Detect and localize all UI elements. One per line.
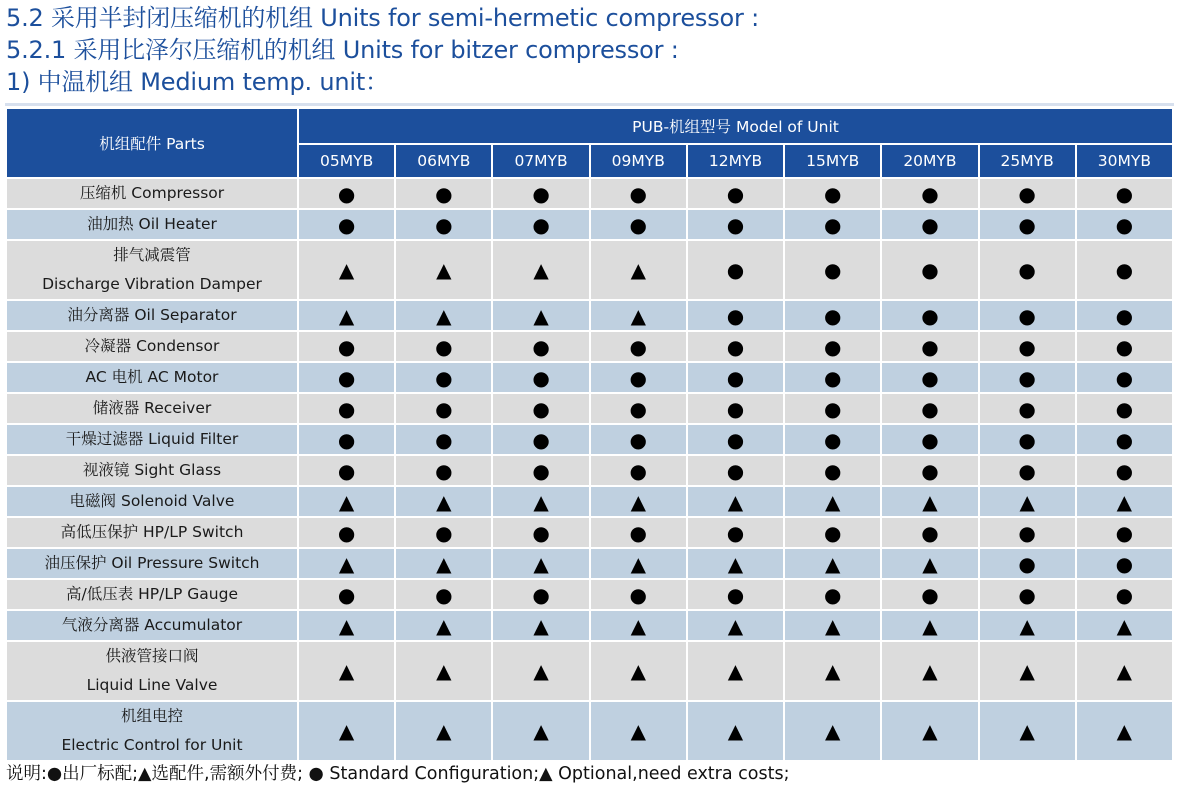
part-label	[6, 486, 298, 517]
standard-mark: ●	[298, 455, 395, 486]
model-header-15myb: 15MYB	[784, 144, 881, 178]
model-header-25myb: 25MYB	[979, 144, 1076, 178]
optional-mark: ▲	[492, 300, 589, 331]
optional-mark: ▲	[881, 641, 978, 701]
standard-mark: ●	[881, 362, 978, 393]
standard-mark: ●	[395, 455, 492, 486]
standard-mark: ●	[395, 579, 492, 610]
standard-mark: ●	[881, 331, 978, 362]
optional-mark: ▲	[979, 641, 1076, 701]
subsection-heading: 5.2.1 采用比泽尔压缩机的机组 Units for bitzer compressor :	[6, 36, 679, 64]
table-row	[6, 548, 1173, 579]
standard-mark: ●	[881, 517, 978, 548]
optional-mark: ▲	[979, 701, 1076, 761]
standard-mark: ●	[979, 517, 1076, 548]
standard-mark: ●	[687, 209, 784, 240]
part-name: 储液器 Receiver	[92, 399, 212, 417]
optional-mark: ▲	[395, 486, 492, 517]
standard-mark: ●	[492, 579, 589, 610]
optional-mark: ▲	[492, 240, 589, 300]
parts-column-header: 机组配件 Parts	[6, 108, 298, 178]
part-label	[6, 701, 298, 761]
table-row	[6, 579, 1173, 610]
part-name: 排气减震管	[113, 246, 191, 264]
optional-mark: ▲	[492, 548, 589, 579]
legend-footnote: 说明:●出厂标配;▲选配件,需额外付费; ● Standard Configuration;▲ Optional,need extra costs;	[6, 764, 790, 784]
part-name: 供液管接口阀	[105, 647, 199, 665]
part-label	[6, 362, 298, 393]
optional-mark: ▲	[881, 486, 978, 517]
part-name-english: Liquid Line Valve	[86, 676, 218, 694]
standard-mark: ●	[979, 240, 1076, 300]
standard-mark: ●	[492, 517, 589, 548]
standard-mark: ●	[687, 424, 784, 455]
part-label	[6, 331, 298, 362]
standard-mark: ●	[687, 517, 784, 548]
optional-mark: ▲	[298, 240, 395, 300]
table-row	[6, 641, 1173, 701]
standard-mark: ●	[784, 240, 881, 300]
table-row	[6, 393, 1173, 424]
part-name: 机组电控	[120, 707, 183, 725]
part-name: 冷凝器 Condensor	[84, 337, 220, 355]
part-label	[6, 300, 298, 331]
standard-mark: ●	[395, 424, 492, 455]
standard-mark: ●	[784, 209, 881, 240]
standard-mark: ●	[881, 178, 978, 209]
section-headings	[6, 0, 759, 98]
standard-mark: ●	[590, 209, 687, 240]
part-label	[6, 393, 298, 424]
standard-mark: ●	[492, 424, 589, 455]
standard-mark: ●	[590, 331, 687, 362]
optional-mark: ▲	[784, 641, 881, 701]
optional-mark: ▲	[395, 641, 492, 701]
part-name: 高低压保护 HP/LP Switch	[60, 523, 244, 541]
sub-subsection-heading: 1) 中温机组 Medium temp. unit：	[6, 68, 389, 96]
optional-mark: ▲	[687, 610, 784, 641]
optional-mark: ▲	[395, 610, 492, 641]
part-name: 压缩机 Compressor	[79, 184, 225, 202]
standard-mark: ●	[1076, 455, 1173, 486]
optional-mark: ▲	[687, 548, 784, 579]
standard-mark: ●	[881, 240, 978, 300]
standard-mark: ●	[590, 393, 687, 424]
model-header-20myb: 20MYB	[881, 144, 978, 178]
part-label	[6, 209, 298, 240]
part-label	[6, 548, 298, 579]
standard-mark: ●	[784, 331, 881, 362]
optional-mark: ▲	[298, 610, 395, 641]
standard-mark: ●	[881, 209, 978, 240]
part-name: 气液分离器 Accumulator	[61, 616, 243, 634]
optional-mark: ▲	[687, 486, 784, 517]
standard-mark: ●	[492, 455, 589, 486]
standard-mark: ●	[590, 455, 687, 486]
optional-mark: ▲	[395, 240, 492, 300]
optional-mark: ▲	[298, 548, 395, 579]
table-row	[6, 486, 1173, 517]
optional-mark: ▲	[590, 610, 687, 641]
standard-mark: ●	[979, 178, 1076, 209]
optional-mark: ▲	[395, 548, 492, 579]
standard-mark: ●	[492, 331, 589, 362]
optional-mark: ▲	[298, 701, 395, 761]
part-name: 油压保护 Oil Pressure Switch	[44, 554, 260, 572]
model-header-05myb: 05MYB	[298, 144, 395, 178]
part-name: 油分离器 Oil Separator	[67, 306, 237, 324]
part-name-english: Electric Control for Unit	[61, 736, 243, 754]
optional-mark: ▲	[979, 610, 1076, 641]
optional-mark: ▲	[590, 641, 687, 701]
standard-mark: ●	[979, 393, 1076, 424]
standard-mark: ●	[590, 178, 687, 209]
part-name: 油加热 Oil Heater	[87, 215, 217, 233]
section-heading: 5.2 采用半封闭压缩机的机组 Units for semi-hermetic compressor :	[6, 4, 759, 32]
optional-mark: ▲	[784, 701, 881, 761]
part-name: 高/低压表 HP/LP Gauge	[66, 585, 238, 603]
optional-mark: ▲	[298, 641, 395, 701]
standard-mark: ●	[1076, 178, 1173, 209]
standard-mark: ●	[687, 331, 784, 362]
standard-mark: ●	[979, 362, 1076, 393]
standard-mark: ●	[687, 579, 784, 610]
part-label	[6, 517, 298, 548]
standard-mark: ●	[881, 579, 978, 610]
part-label	[6, 641, 298, 701]
standard-mark: ●	[1076, 548, 1173, 579]
standard-mark: ●	[1076, 517, 1173, 548]
standard-mark: ●	[1076, 331, 1173, 362]
parts-configuration-table	[5, 107, 1174, 762]
optional-mark: ▲	[881, 548, 978, 579]
standard-mark: ●	[1076, 362, 1173, 393]
standard-mark: ●	[1076, 393, 1173, 424]
optional-mark: ▲	[1076, 641, 1173, 701]
standard-mark: ●	[784, 362, 881, 393]
standard-mark: ●	[298, 178, 395, 209]
standard-mark: ●	[979, 455, 1076, 486]
standard-mark: ●	[590, 362, 687, 393]
optional-mark: ▲	[492, 701, 589, 761]
part-label	[6, 178, 298, 209]
standard-mark: ●	[979, 331, 1076, 362]
standard-mark: ●	[687, 178, 784, 209]
standard-mark: ●	[395, 209, 492, 240]
part-name: 电磁阀 Solenoid Valve	[69, 492, 235, 510]
standard-mark: ●	[298, 393, 395, 424]
table-row	[6, 240, 1173, 300]
table-row	[6, 362, 1173, 393]
standard-mark: ●	[298, 579, 395, 610]
heading-divider	[5, 103, 1174, 106]
standard-mark: ●	[492, 362, 589, 393]
part-label	[6, 240, 298, 300]
standard-mark: ●	[395, 517, 492, 548]
standard-mark: ●	[298, 362, 395, 393]
standard-mark: ●	[979, 209, 1076, 240]
part-name-english: Discharge Vibration Damper	[42, 275, 262, 293]
standard-mark: ●	[784, 424, 881, 455]
standard-mark: ●	[1076, 240, 1173, 300]
optional-mark: ▲	[881, 701, 978, 761]
standard-mark: ●	[979, 579, 1076, 610]
standard-mark: ●	[590, 424, 687, 455]
optional-mark: ▲	[492, 641, 589, 701]
optional-mark: ▲	[298, 300, 395, 331]
standard-mark: ●	[298, 424, 395, 455]
standard-mark: ●	[784, 455, 881, 486]
standard-mark: ●	[979, 300, 1076, 331]
optional-mark: ▲	[395, 300, 492, 331]
optional-mark: ▲	[1076, 610, 1173, 641]
standard-mark: ●	[492, 178, 589, 209]
optional-mark: ▲	[395, 701, 492, 761]
optional-mark: ▲	[784, 548, 881, 579]
standard-mark: ●	[784, 300, 881, 331]
table-row	[6, 517, 1173, 548]
standard-mark: ●	[881, 300, 978, 331]
table-row	[6, 300, 1173, 331]
standard-mark: ●	[784, 178, 881, 209]
optional-mark: ▲	[1076, 486, 1173, 517]
part-name: 干燥过滤器 Liquid Filter	[65, 430, 239, 448]
optional-mark: ▲	[687, 701, 784, 761]
standard-mark: ●	[590, 517, 687, 548]
model-header-07myb: 07MYB	[492, 144, 589, 178]
optional-mark: ▲	[687, 641, 784, 701]
standard-mark: ●	[784, 393, 881, 424]
optional-mark: ▲	[590, 701, 687, 761]
part-label	[6, 579, 298, 610]
standard-mark: ●	[979, 548, 1076, 579]
table-body	[6, 178, 1173, 761]
optional-mark: ▲	[590, 300, 687, 331]
standard-mark: ●	[687, 455, 784, 486]
standard-mark: ●	[687, 300, 784, 331]
standard-mark: ●	[687, 240, 784, 300]
optional-mark: ▲	[590, 548, 687, 579]
standard-mark: ●	[395, 331, 492, 362]
part-label	[6, 424, 298, 455]
model-header-06myb: 06MYB	[395, 144, 492, 178]
standard-mark: ●	[590, 579, 687, 610]
standard-mark: ●	[492, 393, 589, 424]
standard-mark: ●	[395, 393, 492, 424]
standard-mark: ●	[784, 517, 881, 548]
optional-mark: ▲	[784, 610, 881, 641]
standard-mark: ●	[1076, 209, 1173, 240]
table-row	[6, 331, 1173, 362]
standard-mark: ●	[1076, 579, 1173, 610]
standard-mark: ●	[979, 424, 1076, 455]
optional-mark: ▲	[979, 486, 1076, 517]
standard-mark: ●	[784, 579, 881, 610]
standard-mark: ●	[298, 331, 395, 362]
optional-mark: ▲	[298, 486, 395, 517]
standard-mark: ●	[298, 209, 395, 240]
standard-mark: ●	[687, 362, 784, 393]
standard-mark: ●	[1076, 424, 1173, 455]
table-row	[6, 209, 1173, 240]
table-row	[6, 455, 1173, 486]
model-header-09myb: 09MYB	[590, 144, 687, 178]
optional-mark: ▲	[590, 240, 687, 300]
model-header-30myb: 30MYB	[1076, 144, 1173, 178]
model-header-12myb: 12MYB	[687, 144, 784, 178]
part-name: 视液镜 Sight Glass	[82, 461, 222, 479]
optional-mark: ▲	[492, 610, 589, 641]
part-name: AC 电机 AC Motor	[85, 368, 219, 386]
standard-mark: ●	[492, 209, 589, 240]
optional-mark: ▲	[590, 486, 687, 517]
optional-mark: ▲	[784, 486, 881, 517]
model-group-header: PUB-机组型号 Model of Unit	[298, 108, 1173, 144]
part-label	[6, 610, 298, 641]
standard-mark: ●	[1076, 300, 1173, 331]
optional-mark: ▲	[1076, 701, 1173, 761]
table-row	[6, 178, 1173, 209]
standard-mark: ●	[881, 424, 978, 455]
standard-mark: ●	[395, 362, 492, 393]
table-row	[6, 610, 1173, 641]
table-row	[6, 424, 1173, 455]
standard-mark: ●	[881, 393, 978, 424]
table-row	[6, 701, 1173, 761]
standard-mark: ●	[687, 393, 784, 424]
optional-mark: ▲	[492, 486, 589, 517]
standard-mark: ●	[298, 517, 395, 548]
part-label	[6, 455, 298, 486]
optional-mark: ▲	[881, 610, 978, 641]
standard-mark: ●	[881, 455, 978, 486]
standard-mark: ●	[395, 178, 492, 209]
